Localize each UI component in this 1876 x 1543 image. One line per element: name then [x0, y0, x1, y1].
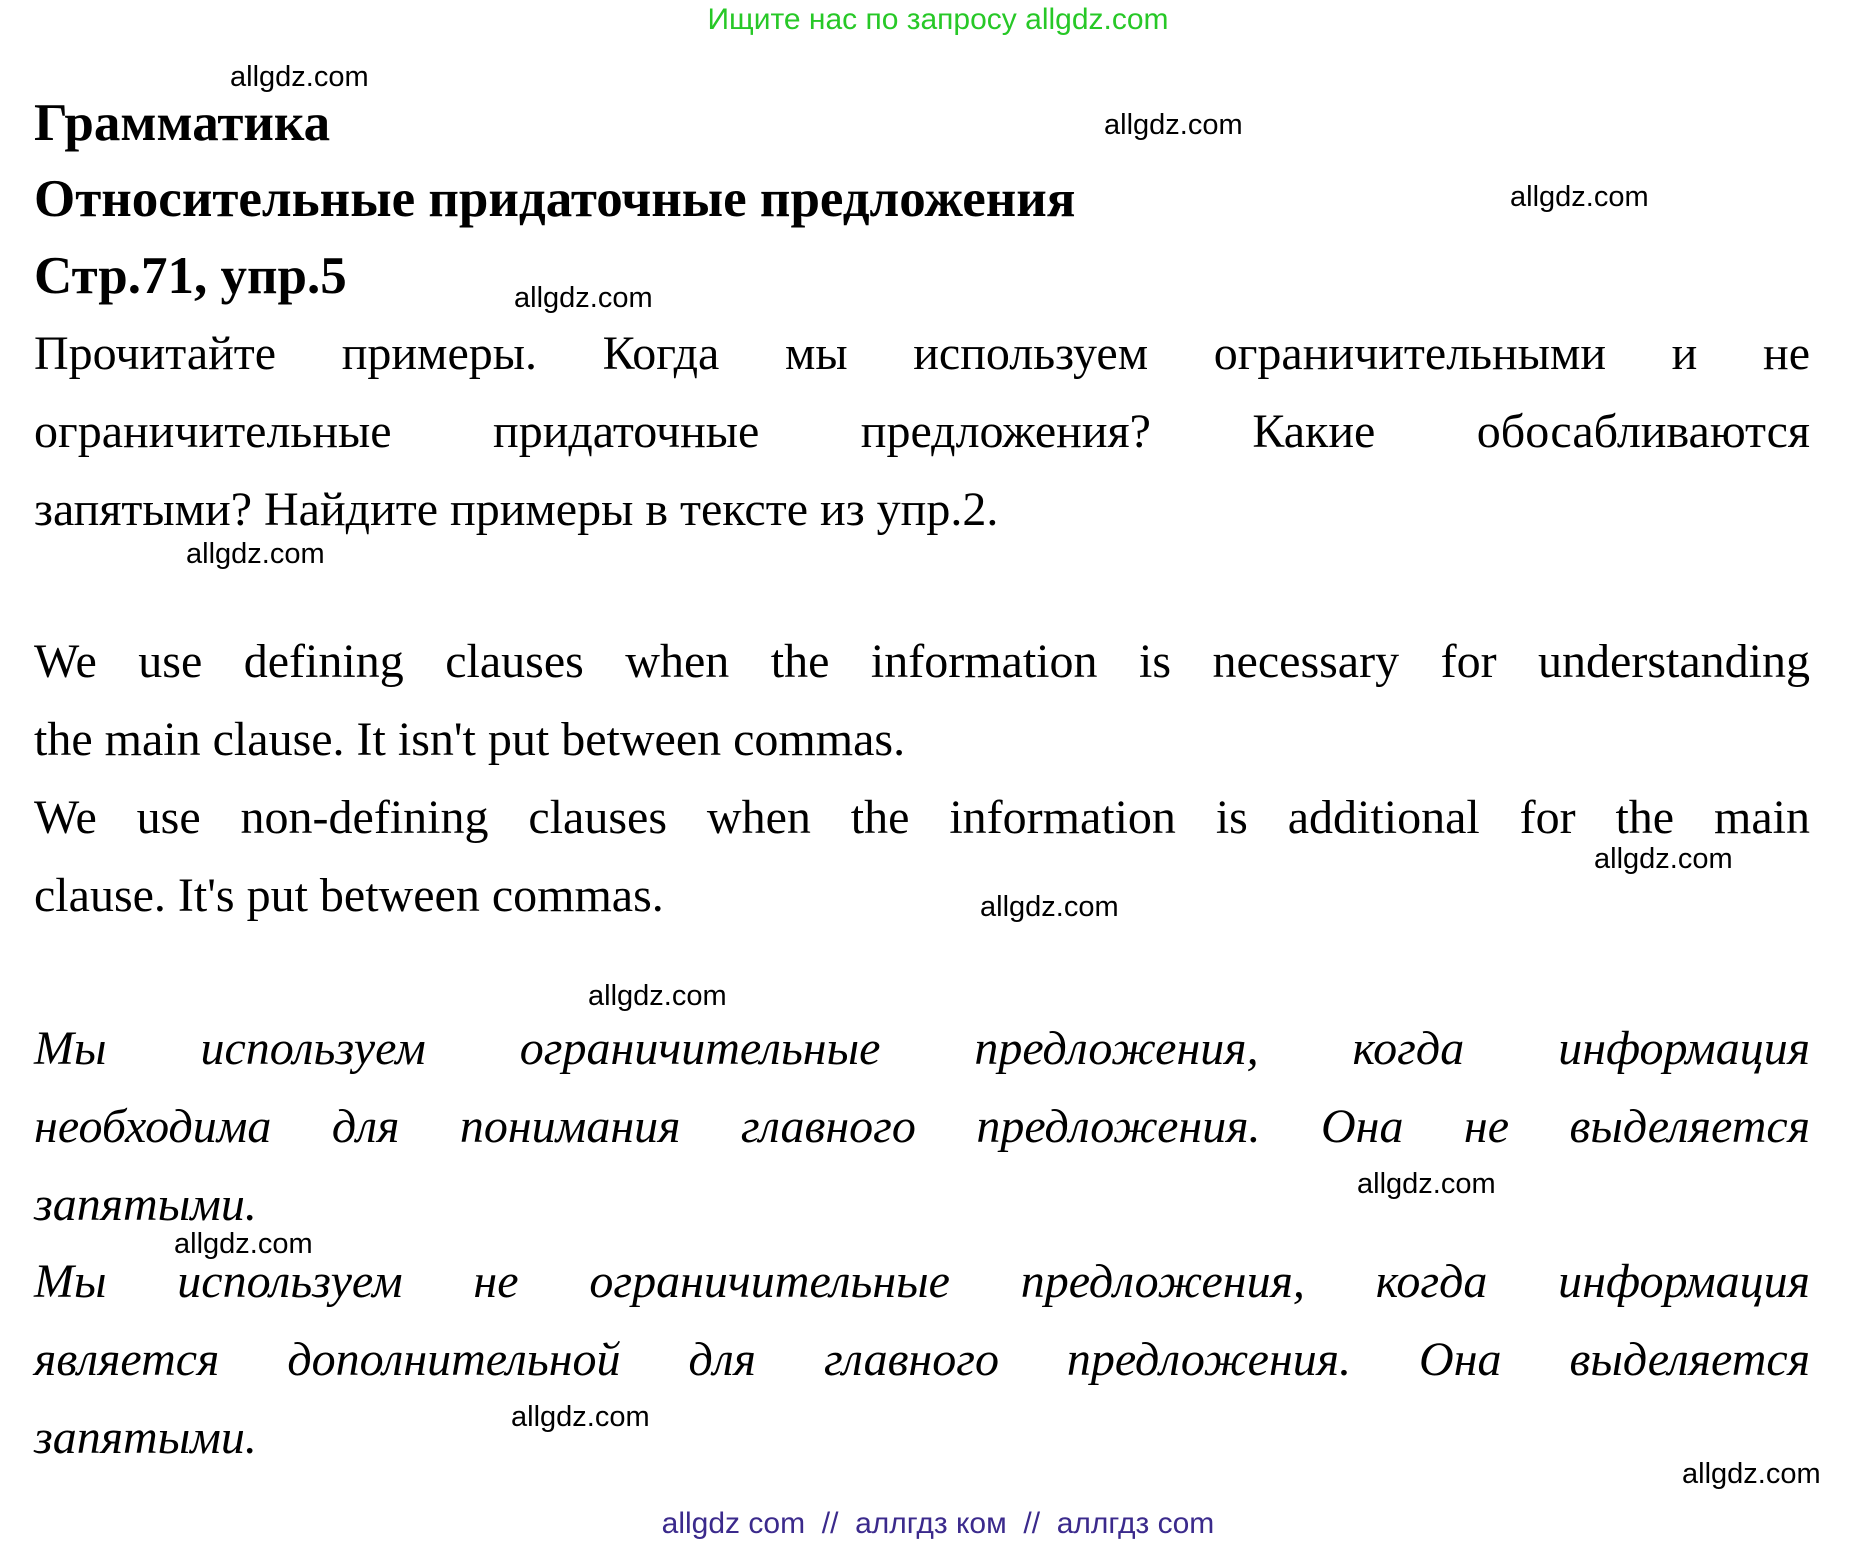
text-line: We use defining clauses when the information is necessary for understanding: [34, 635, 1810, 688]
heading-exercise: Стр.71, упр.5: [34, 247, 347, 305]
text-line: the main clause. It isn't put between commas.: [34, 713, 906, 766]
text-line: запятыми.: [34, 1178, 257, 1231]
search-banner: Ищите нас по запросу allgdz.com: [707, 3, 1169, 36]
watermark: allgdz.com: [1594, 843, 1733, 875]
text-line: We use non-defining clauses when the information is additional for the main: [34, 791, 1810, 844]
answer-russian-non-defining: [34, 1243, 1810, 1477]
watermark: allgdz.com: [511, 1401, 650, 1433]
footer-links: allgdz com // аллгдз ком // аллгдз com: [661, 1507, 1215, 1540]
text-line: Прочитайте примеры. Когда мы используем ограничительными и не: [34, 327, 1810, 380]
text-line: Мы используем ограничительные предложения, когда информация: [34, 1022, 1810, 1075]
watermark: allgdz.com: [514, 282, 653, 314]
watermark: allgdz.com: [174, 1228, 313, 1260]
watermark: allgdz.com: [186, 538, 325, 570]
heading-grammar: Грамматика: [34, 94, 331, 152]
watermark: allgdz.com: [230, 61, 369, 93]
watermark: allgdz.com: [588, 980, 727, 1012]
watermark: allgdz.com: [980, 891, 1119, 923]
task-paragraph: [34, 315, 1810, 549]
text-line: clause. It's put between commas.: [34, 869, 664, 922]
watermark: allgdz.com: [1357, 1168, 1496, 1200]
heading-topic: Относительные придаточные предложения: [34, 170, 1076, 228]
answer-russian-defining: [34, 1010, 1810, 1244]
watermark: allgdz.com: [1510, 181, 1649, 213]
text-line: Мы используем не ограничительные предложения, когда информация: [34, 1255, 1810, 1308]
watermark: allgdz.com: [1104, 109, 1243, 141]
text-line: ограничительные придаточные предложения? Какие обосабливаются: [34, 405, 1810, 458]
text-line: является дополнительной для главного предложения. Она выделяется: [34, 1333, 1810, 1386]
answer-english: [34, 623, 1810, 935]
watermark: allgdz.com: [1682, 1458, 1821, 1490]
text-line: запятыми.: [34, 1411, 257, 1464]
text-line: запятыми? Найдите примеры в тексте из упр.2.: [34, 483, 999, 536]
text-line: необходима для понимания главного предложения. Она не выделяется: [34, 1100, 1810, 1153]
